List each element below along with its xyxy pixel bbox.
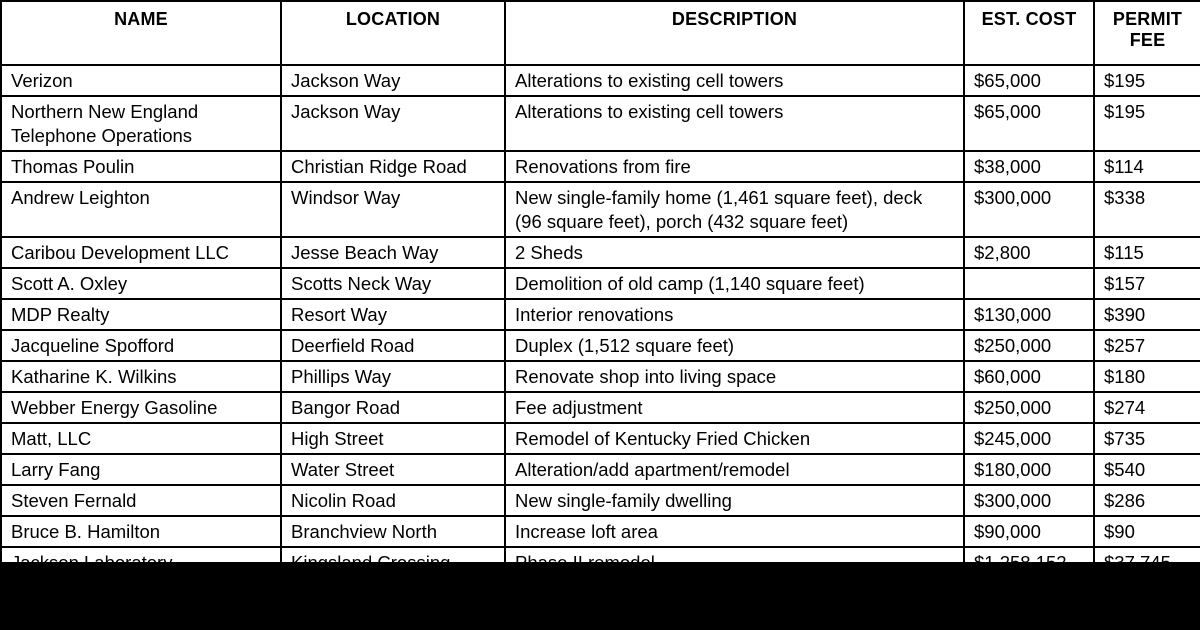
header-row [1,1,1200,65]
cell-est-cost: $300,000 [964,485,1094,516]
table-header [1,1,1200,65]
table-row [1,454,1200,485]
cell-description: Alterations to existing cell towers [505,65,964,96]
cell-permit-fee: $274 [1094,392,1200,423]
table-row [1,268,1200,299]
table-row [1,485,1200,516]
permit-fee-header-line1: PERMIT [1112,9,1183,29]
cell-est-cost: $60,000 [964,361,1094,392]
cell-name: Webber Energy Gasoline [1,392,281,423]
cell-permit-fee: $90 [1094,516,1200,547]
cell-name: Caribou Development LLC [1,237,281,268]
cell-est-cost: $65,000 [964,65,1094,96]
cell-name: Steven Fernald [1,485,281,516]
table-row [1,96,1200,151]
cell-description: Interior renovations [505,299,964,330]
cell-est-cost: $180,000 [964,454,1094,485]
cell-permit-fee: $390 [1094,299,1200,330]
cell-description: Renovate shop into living space [505,361,964,392]
column-header-description: DESCRIPTION [505,1,964,65]
cell-location: Bangor Road [281,392,505,423]
cell-description: Increase loft area [505,516,964,547]
cell-permit-fee: $540 [1094,454,1200,485]
cell-permit-fee: $195 [1094,65,1200,96]
table-row [1,65,1200,96]
cell-description: Fee adjustment [505,392,964,423]
table-row [1,330,1200,361]
cell-description: New single-family home (1,461 square feet), deck (96 square feet), porch (432 square feet) [505,182,964,237]
table-row [1,516,1200,547]
cell-permit-fee: $115 [1094,237,1200,268]
cell-name: Thomas Poulin [1,151,281,182]
table-body [1,65,1200,578]
cell-est-cost: $250,000 [964,392,1094,423]
cell-location: Jackson Way [281,65,505,96]
cell-name: Larry Fang [1,454,281,485]
table-row [1,423,1200,454]
cell-permit-fee: $195 [1094,96,1200,151]
cell-description: Alterations to existing cell towers [505,96,964,151]
cell-location: High Street [281,423,505,454]
cell-description: Demolition of old camp (1,140 square feet) [505,268,964,299]
table-row [1,151,1200,182]
cell-description: Duplex (1,512 square feet) [505,330,964,361]
cell-name: Verizon [1,65,281,96]
column-header-est-cost: EST. COST [964,1,1094,65]
cell-location: Resort Way [281,299,505,330]
cell-description: Remodel of Kentucky Fried Chicken [505,423,964,454]
cell-permit-fee: $338 [1094,182,1200,237]
bottom-black-band [0,562,1200,630]
cell-permit-fee: $257 [1094,330,1200,361]
cell-est-cost: $38,000 [964,151,1094,182]
cell-permit-fee: $735 [1094,423,1200,454]
column-header-name: NAME [1,1,281,65]
cell-description: 2 Sheds [505,237,964,268]
permit-fee-header-line2: FEE [1129,30,1166,50]
table-row [1,361,1200,392]
column-header-location: LOCATION [281,1,505,65]
cell-name: Jacqueline Spofford [1,330,281,361]
cell-est-cost: $90,000 [964,516,1094,547]
cell-name: Katharine K. Wilkins [1,361,281,392]
cell-location: Branchview North [281,516,505,547]
cell-permit-fee: $114 [1094,151,1200,182]
cell-est-cost: $250,000 [964,330,1094,361]
cell-est-cost: $245,000 [964,423,1094,454]
cell-name: Bruce B. Hamilton [1,516,281,547]
cell-location: Scotts Neck Way [281,268,505,299]
table-row [1,299,1200,330]
column-header-permit-fee [1094,1,1200,65]
cell-location: Christian Ridge Road [281,151,505,182]
cell-description: Alteration/add apartment/remodel [505,454,964,485]
cell-location: Phillips Way [281,361,505,392]
cell-location: Water Street [281,454,505,485]
cell-est-cost: $300,000 [964,182,1094,237]
table-row [1,182,1200,237]
cell-name: Andrew Leighton [1,182,281,237]
cell-name: Scott A. Oxley [1,268,281,299]
cell-location: Nicolin Road [281,485,505,516]
cell-location: Jackson Way [281,96,505,151]
cell-name: MDP Realty [1,299,281,330]
cell-location: Deerfield Road [281,330,505,361]
table-row [1,237,1200,268]
cell-description: Renovations from fire [505,151,964,182]
cell-location: Jesse Beach Way [281,237,505,268]
cell-est-cost: $65,000 [964,96,1094,151]
cell-est-cost: $130,000 [964,299,1094,330]
cell-location: Windsor Way [281,182,505,237]
cell-permit-fee: $286 [1094,485,1200,516]
table-row [1,392,1200,423]
cell-permit-fee: $157 [1094,268,1200,299]
cell-description: New single-family dwelling [505,485,964,516]
cell-est-cost [964,268,1094,299]
cell-name: Northern New England Telephone Operations [1,96,281,151]
cell-est-cost: $2,800 [964,237,1094,268]
cell-name: Matt, LLC [1,423,281,454]
cell-permit-fee: $180 [1094,361,1200,392]
